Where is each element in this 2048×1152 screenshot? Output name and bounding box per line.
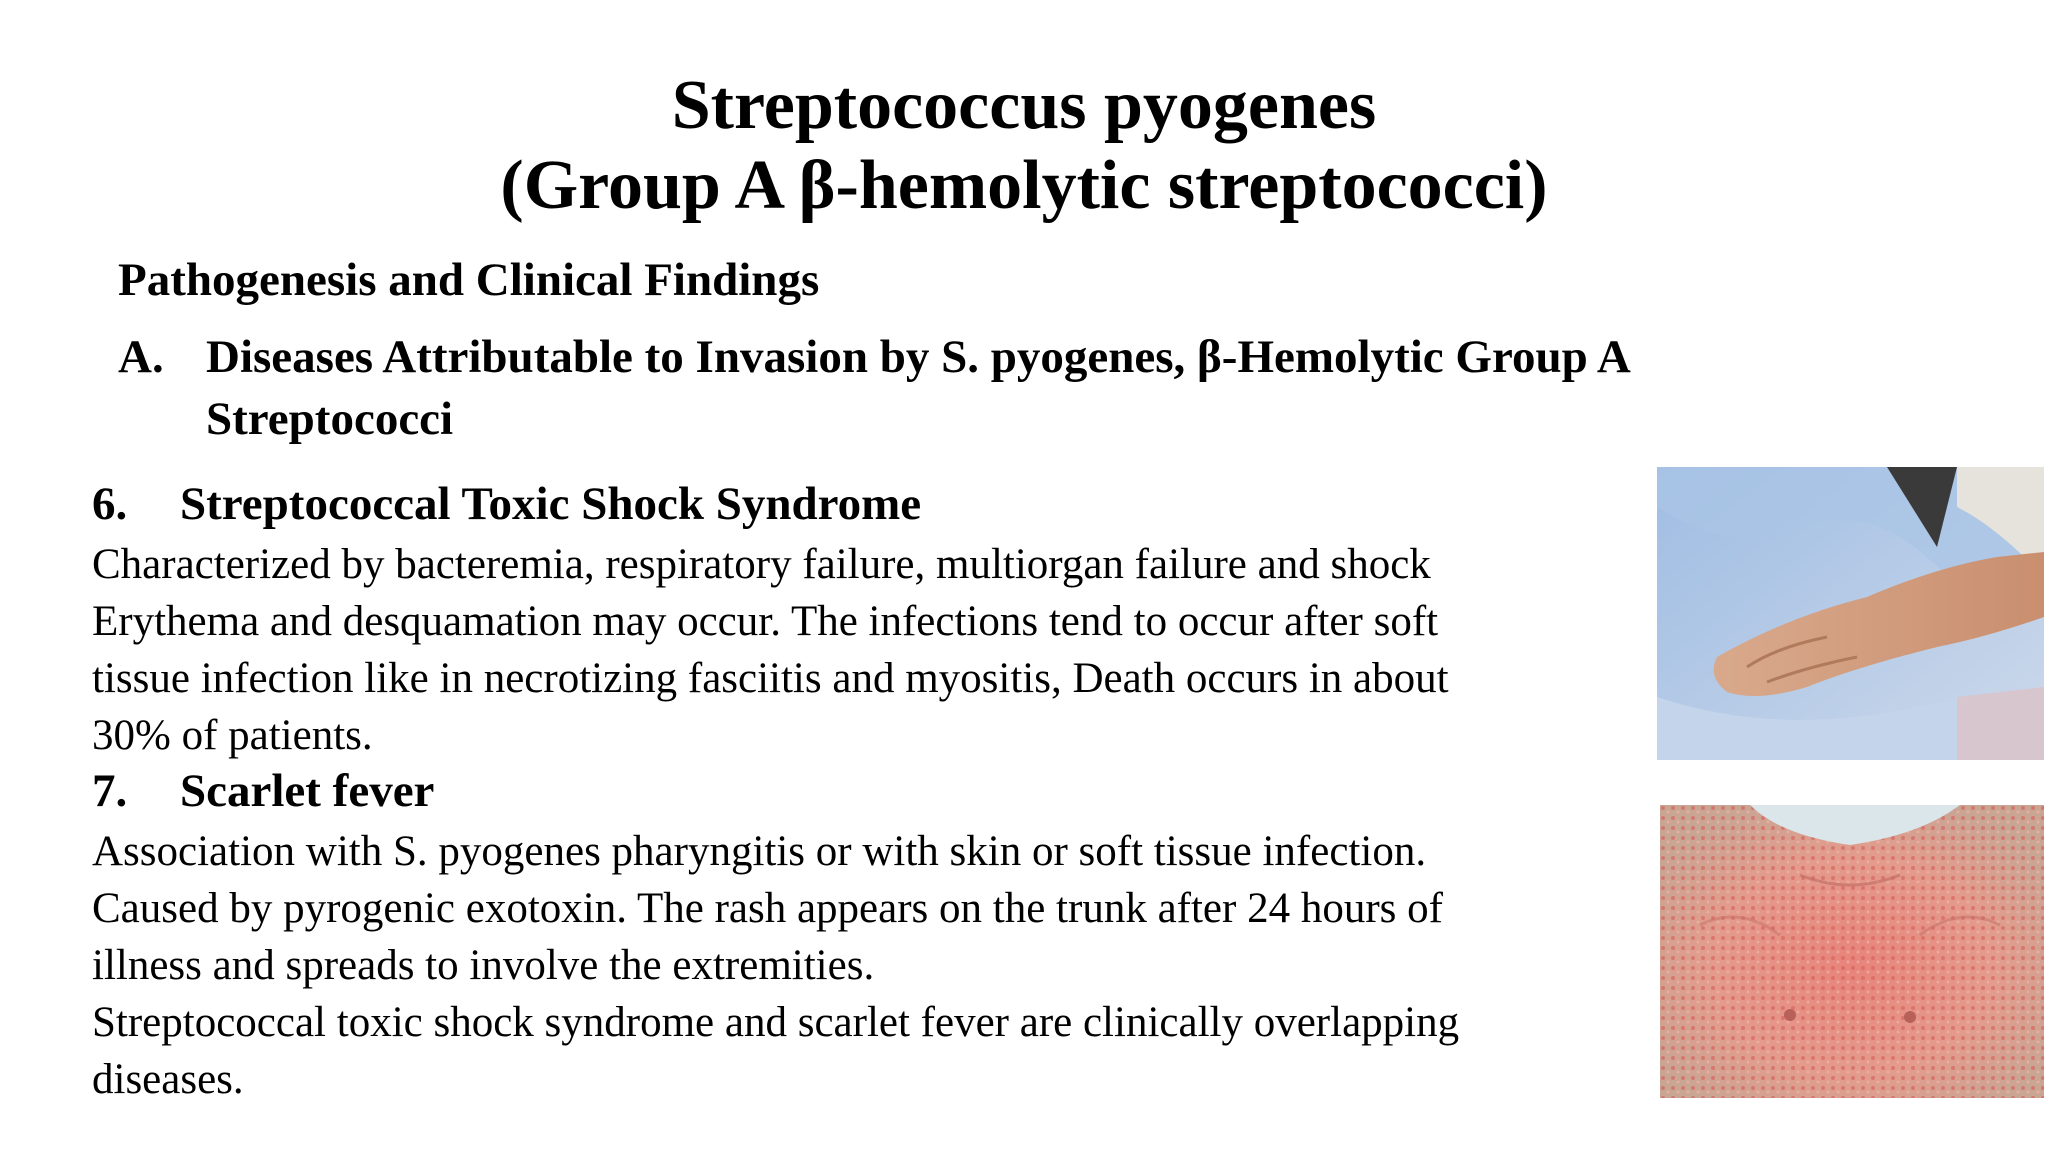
item-6-line-3: tissue infection like in necrotizing fasciitis and myositis, Death occurs in about [92, 655, 1449, 702]
item-6-line-1: Characterized by bacteremia, respiratory failure, multiorgan failure and shock [92, 541, 1431, 588]
item-7-number: 7. [92, 765, 128, 817]
item-6-body [92, 536, 1652, 764]
hand-photo [1657, 467, 2044, 760]
item-7-line-3: illness and spreads to involve the extremities. [92, 942, 875, 989]
item-7-line-4: Streptococcal toxic shock syndrome and scarlet fever are clinically overlapping [92, 999, 1460, 1046]
item-6-number: 6. [92, 478, 128, 530]
item-7-line-2: Caused by pyrogenic exotoxin. The rash appears on the trunk after 24 hours of [92, 885, 1443, 932]
slide-title-line-1: Streptococcus pyogenes [671, 67, 1377, 144]
item-7-line-1: Association with S. pyogenes pharyngitis or with skin or soft tissue infection. [92, 828, 1427, 875]
item-7-body [92, 823, 1652, 1108]
slide-title-line-2: (Group A β-hemolytic streptococci) [500, 147, 1548, 224]
item-7-line-5: diseases. [92, 1056, 244, 1103]
list-item-a-text [206, 326, 1806, 450]
rash-photo [1660, 805, 2044, 1098]
item-6-line-2: Erythema and desquamation may occur. The infections tend to occur after soft [92, 598, 1439, 645]
item-7-title: Scarlet fever [180, 765, 435, 817]
section-heading: Pathogenesis and Clinical Findings [118, 254, 820, 306]
list-item-a-line-2: Streptococci [206, 393, 454, 445]
item-6-title: Streptococcal Toxic Shock Syndrome [180, 478, 922, 530]
list-item-a-line-1: Diseases Attributable to Invasion by S. pyogenes, β-Hemolytic Group A [206, 331, 1631, 383]
item-6-line-4: 30% of patients. [92, 712, 373, 759]
hand-photo-illustration [1657, 467, 2044, 760]
rash-photo-illustration [1660, 805, 2044, 1098]
list-marker-a: A. [118, 331, 164, 383]
